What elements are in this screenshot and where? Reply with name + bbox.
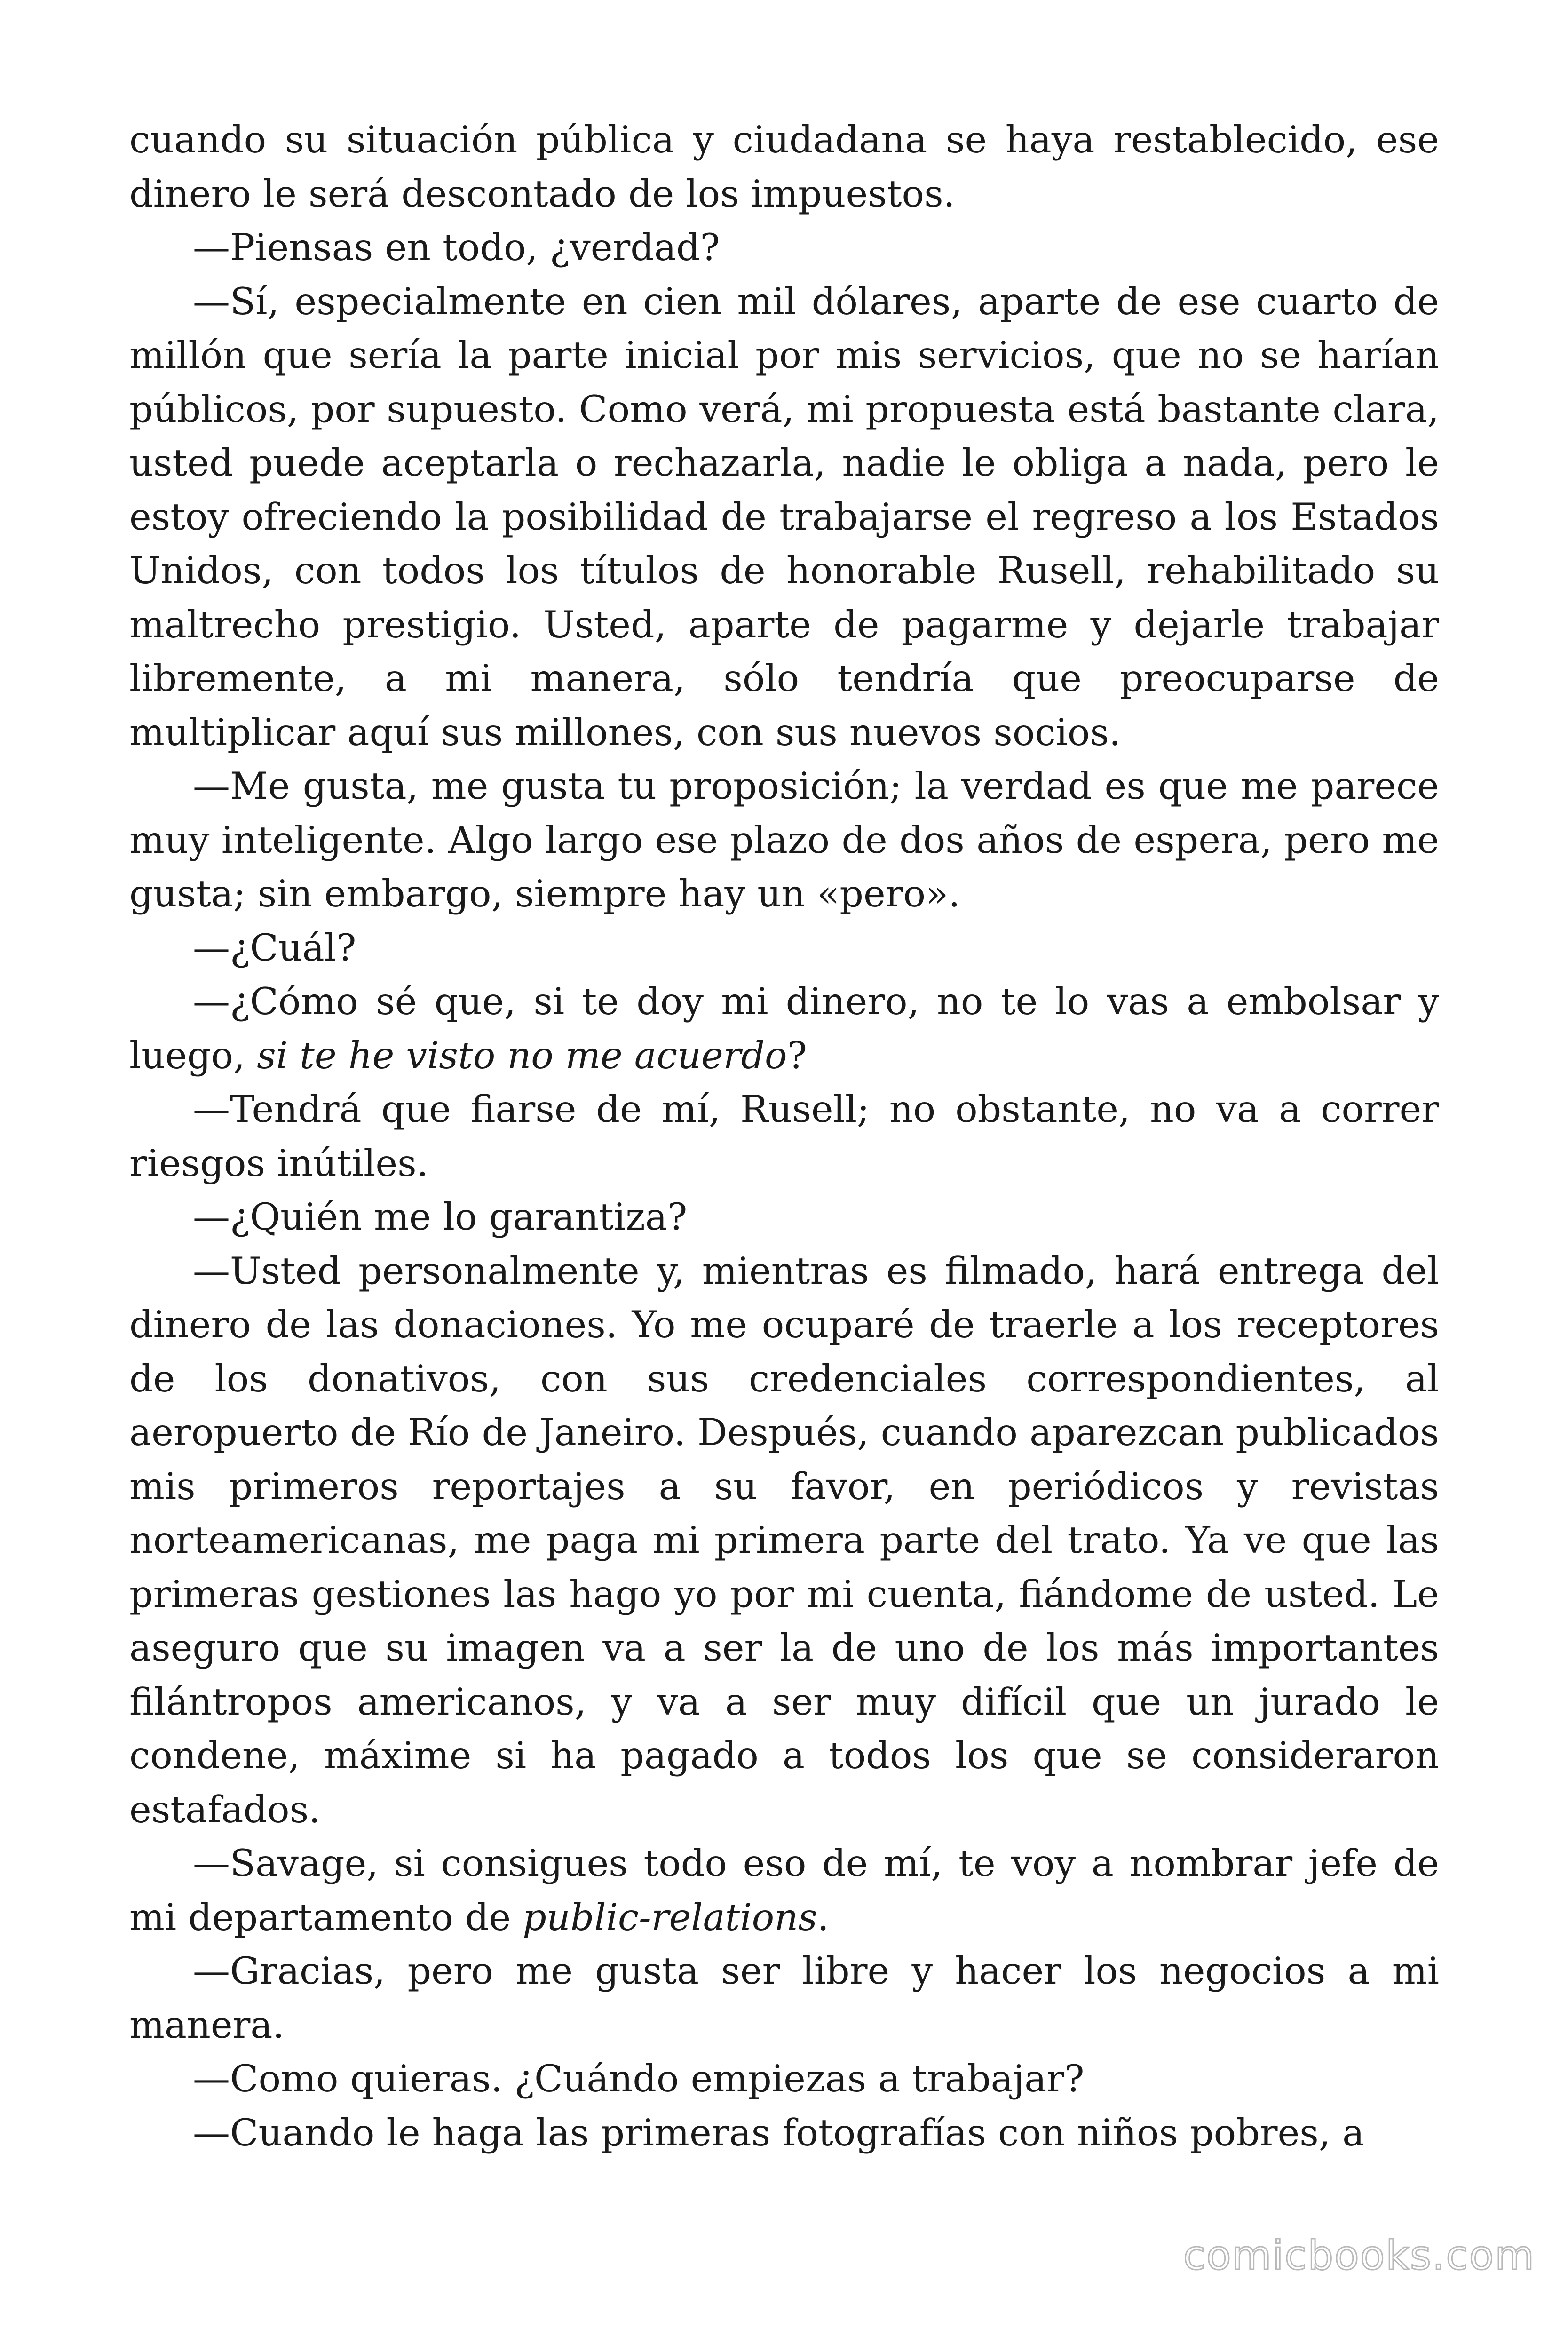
paragraph-6-text-before: —¿Cómo sé que, si te doy mi dinero, no te lo vas a embolsar y luego, <box>129 980 1439 1077</box>
paragraph-1: cuando su situación pública y ciudadana se haya restablecido, ese dinero le será descontado de los impuestos. <box>129 118 1439 215</box>
paragraph-11: —Gracias, pero me gusta ser libre y hacer los negocios a mi manera. <box>129 1949 1439 2047</box>
paragraph-6-text-after: ? <box>787 1033 807 1077</box>
paragraph-7: —Tendrá que fiarse de mí, Rusell; no obstante, no va a correr riesgos inútiles. <box>129 1088 1439 1185</box>
paragraph-13: —Cuando le haga las primeras fotografías con niños pobres, a <box>193 2111 1365 2154</box>
paragraph-10-text-after: . <box>817 1895 829 1939</box>
paragraph-8: —¿Quién me lo garantiza? <box>193 1195 688 1239</box>
page-body-text <box>129 113 1439 2160</box>
paragraph-10-text-before: —Savage, si consigues todo eso de mí, te voy a nombrar jefe de mi departamento de <box>129 1842 1439 1939</box>
paragraph-12: —Como quieras. ¿Cuándo empiezas a trabajar? <box>193 2057 1085 2100</box>
watermark-logo: comicbooks.com <box>1183 2232 1535 2279</box>
paragraph-6-italic-phrase: si te he visto no me acuerdo <box>257 1033 787 1077</box>
paragraph-10-italic-phrase: public-relations <box>523 1895 817 1939</box>
paragraph-3: —Sí, especialmente en cien mil dólares, aparte de ese cuarto de millón que sería la parte inicial por mis servicios, que no se harían públicos, por supuesto. Como verá, mi propuesta está bastante clara, usted puede aceptarla o rechazarla, nadie le obliga a nada, pero le estoy ofreciendo la posibilidad de trabajarse el regreso a los Estados Unidos, con todos los títulos de honorable Rusell, rehabilitado su maltrecho prestigio. Usted, aparte de pagarme y dejarle trabajar libremente, a mi manera, sólo tendría que preocuparse de multiplicar aquí sus millones, con sus nuevos socios. <box>129 279 1439 754</box>
paragraph-6 <box>129 975 1439 1082</box>
paragraph-2: —Piensas en todo, ¿verdad? <box>193 226 720 269</box>
paragraph-9: —Usted personalmente y, mientras es filmado, hará entrega del dinero de las donaciones. Yo me ocuparé de traerle a los receptores de los donativos, con sus credenciales correspondientes, al aeropuerto de Río de Janeiro. Después, cuando aparezcan publicados mis primeros reportajes a su favor, en periódicos y revistas norteamericanas, me paga mi primera parte del trato. Ya ve que las primeras gestiones las hago yo por mi cuenta, fiándome de usted. Le aseguro que su imagen va a ser la de uno de los más importantes filántropos americanos, y va a ser muy difícil que un jurado le condene, máxime si ha pagado a todos los que se consideraron estafados. <box>129 1249 1439 1831</box>
paragraph-4: —Me gusta, me gusta tu proposición; la verdad es que me parece muy inteligente. Algo largo ese plazo de dos años de espera, pero me gusta; sin embargo, siempre hay un «pero». <box>129 764 1439 915</box>
paragraph-5: —¿Cuál? <box>193 926 356 969</box>
paragraph-10 <box>129 1836 1439 1944</box>
